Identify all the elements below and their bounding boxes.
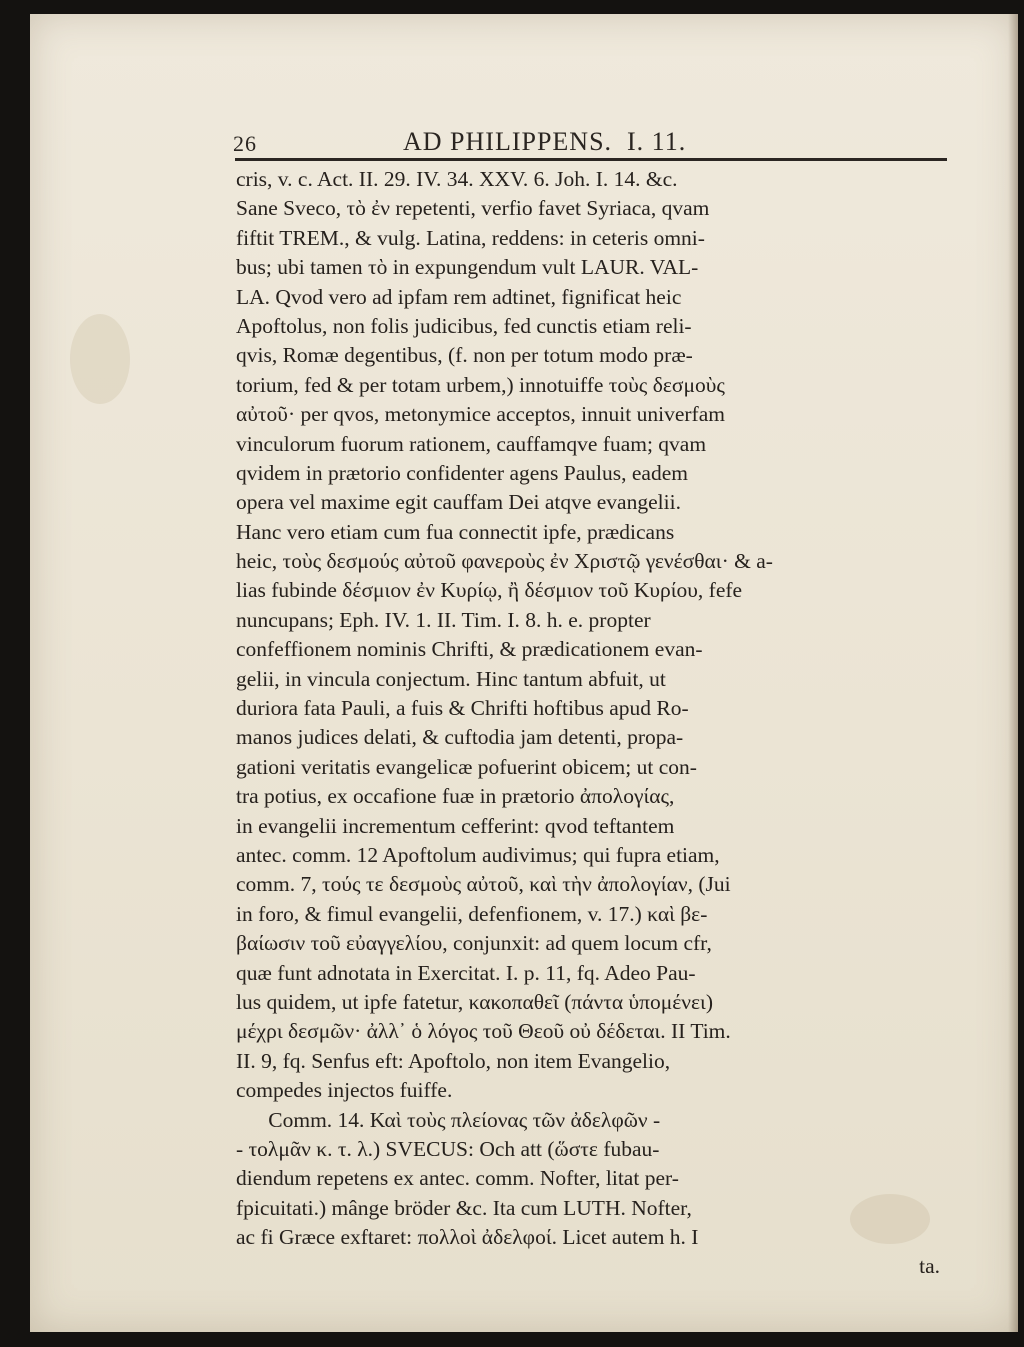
text-line: antec. comm. 12 Apoftolum audivimus; qui fupra etiam, [236, 842, 720, 867]
text-body [236, 165, 948, 1282]
text-line: αὐτοῦ· per qvos, metonymice acceptos, innuit univerfam [236, 402, 725, 427]
text-line: confeffionem nominis Chrifti, & prædicationem evan- [236, 637, 703, 662]
text-line: torium, fed & per totam urbem,) innotuiffe τοὺς δεσμοὺς [236, 372, 725, 397]
text-line: LA. Qvod vero ad ipfam rem adtinet, fignificat heic [236, 284, 682, 309]
text-line: lias fubinde δέσμιον ἐν Κυρίῳ, ἢ δέσμιον τοῦ Κυρίου, fefe [236, 578, 743, 603]
text-line: cris, v. c. Act. II. 29. IV. 34. XXV. 6. Joh. I. 14. &c. [236, 167, 678, 191]
text-line: Hanc vero etiam cum fua connectit ipfe, prædicans [236, 519, 675, 544]
paper-stain [70, 314, 130, 404]
text-line: Apoftolus, non folis judicibus, fed cunctis etiam reli- [236, 313, 692, 338]
text-line: βαίωσιν τοῦ εὐαγγελίου, conjunxit: ad quem locum cfr, [236, 931, 712, 956]
text-line: in evangelii incrementum cefferint: qvod teftantem [236, 813, 675, 838]
text-line: comm. 7, τούς τε δεσμοὺς αὐτοῦ, καὶ τὴν ἀπολογίαν, (Jui [236, 872, 731, 897]
text-line: vinculorum fuorum rationem, cauffamqve fuam; qvam [236, 431, 707, 456]
text-line: qvis, Romæ degentibus, (f. non per totum modo præ- [236, 343, 693, 368]
text-line: compedes injectos fuiffe. [236, 1078, 453, 1103]
text-line: manos judices delati, & cuftodia jam detenti, propa- [236, 725, 684, 750]
page-number: 26 [233, 131, 257, 156]
text-line: bus; ubi tamen τὸ in expungendum vult LAUR. VAL- [236, 255, 699, 280]
text-line: tra potius, ex occafione fuæ in prætorio ἀπολογίας, [236, 784, 675, 809]
text-line: opera vel maxime egit cauffam Dei atqve evangelii. [236, 490, 681, 515]
text-line: ac fi Græce exftaret: πολλοὶ ἀδελφοί. Licet autem h. I [236, 1225, 699, 1250]
text-line: qvidem in prætorio confidenter agens Paulus, eadem [236, 460, 688, 485]
text-line: fpicuitati.) mânge bröder &c. Ita cum LUTH. Nofter, [236, 1195, 692, 1220]
text-line: diendum repetens ex antec. comm. Nofter, litat per- [236, 1166, 679, 1191]
header-rule [235, 158, 947, 161]
text-line: nuncupans; Eph. IV. 1. II. Tim. I. 8. h. e. propter [236, 607, 651, 632]
text-line: Comm. 14. Καὶ τοὺς πλείονας τῶν ἀδελφῶν - [236, 1107, 661, 1132]
running-head: AD PHILIPPENS. I. 11. [403, 127, 687, 156]
catchword: ta. [919, 1254, 940, 1279]
text-line: heic, τοὺς δεσμούς αὐτοῦ φανεροὺς ἐν Χριστῷ γενέσθαι· & a- [236, 549, 773, 574]
text-line: μέχρι δεσμῶν· ἀλλ᾽ ὁ λόγος τοῦ Θεοῦ οὐ δέδεται. II Tim. [236, 1019, 731, 1044]
text-line: in foro, & fimul evangelii, defenfionem, v. 17.) καὶ βε- [236, 901, 708, 926]
page-edge-shadow [1008, 14, 1018, 1332]
text-line: - τολμᾶν κ. τ. λ.) SVECUS: Och att (ὥστε fubau- [236, 1136, 660, 1161]
text-line: gelii, in vincula conjectum. Hinc tantum abfuit, ut [236, 666, 666, 691]
text-line: gationi veritatis evangelicæ pofuerint obicem; ut con- [236, 754, 697, 779]
text-line: II. 9, fq. Senfus eft: Apoftolo, non item Evangelio, [236, 1048, 671, 1073]
text-line: Sane Sveco, τὸ ἐν repetenti, verfio favet Syriaca, qvam [236, 196, 710, 221]
page-header [233, 121, 953, 161]
text-line: duriora fata Pauli, a fuis & Chrifti hoftibus apud Ro- [236, 696, 689, 721]
text-line: quæ funt adnotata in Exercitat. I. p. 11, fq. Adeo Pau- [236, 960, 696, 985]
text-line: fiftit TREM., & vulg. Latina, reddens: in ceteris omni- [236, 225, 705, 250]
text-line: lus quidem, ut ipfe fatetur, κακοπαθεῖ (πάντα ὑπομένει) [236, 989, 713, 1014]
